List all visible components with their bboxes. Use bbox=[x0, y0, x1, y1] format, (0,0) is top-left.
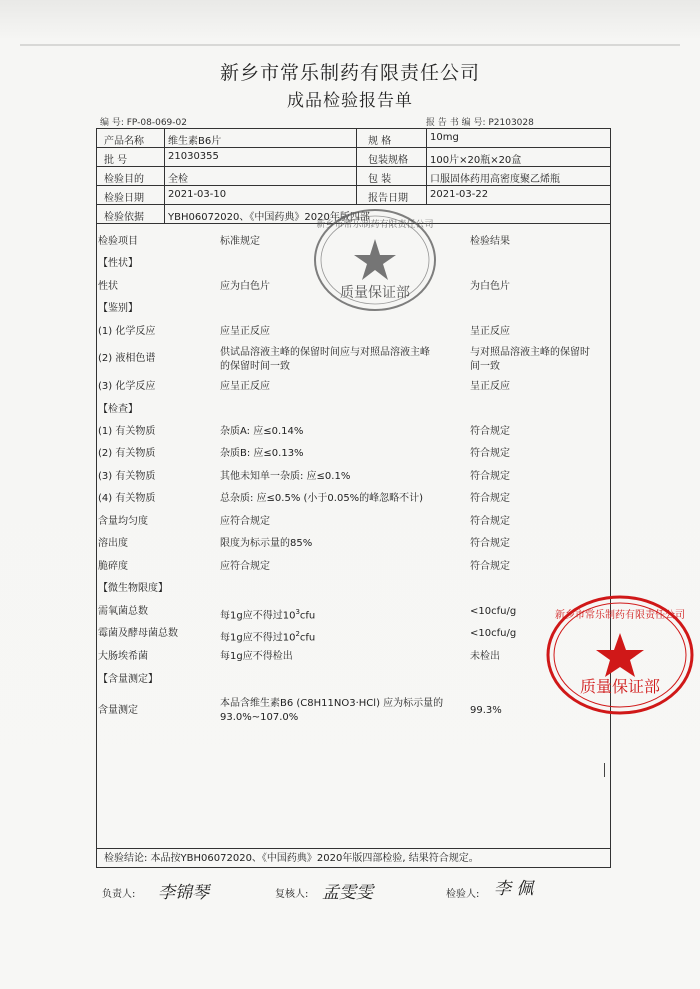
col-header-standard: 标准规定 bbox=[220, 236, 260, 247]
row-item: 溶出度 bbox=[98, 538, 128, 549]
value-purpose: 全检 bbox=[168, 174, 188, 185]
label-package: 包 装 bbox=[368, 174, 392, 185]
svg-text:质量保证部: 质量保证部 bbox=[340, 285, 410, 301]
frame-right bbox=[610, 223, 611, 868]
row-standard: 每1g应不得过$10^3cfu$ bbox=[220, 608, 316, 622]
quality-stamp-faint bbox=[310, 205, 440, 315]
inspector-signature: 李 佩 bbox=[494, 879, 534, 899]
row-item: 霉菌及酵母菌总数 bbox=[98, 628, 178, 639]
label-batch: 批 号 bbox=[104, 155, 128, 166]
label-report-date: 报告日期 bbox=[368, 193, 408, 204]
value-report-date: 2021-03-22 bbox=[430, 189, 489, 200]
section-appearance: 【性状】 bbox=[98, 258, 138, 269]
inspector-label: 检验人: bbox=[446, 889, 480, 900]
row-result: 符合规定 bbox=[470, 426, 510, 437]
row-item: (3) 化学反应 bbox=[98, 381, 156, 392]
row-standard: 应呈正反应 bbox=[220, 326, 270, 337]
row-item: 含量均匀度 bbox=[98, 516, 148, 527]
row-result: <10cfu/g bbox=[470, 628, 517, 639]
svg-text:新乡市常乐制药有限责任公司: 新乡市常乐制药有限责任公司 bbox=[316, 220, 434, 230]
row-standard: 应为白色片 bbox=[220, 281, 270, 292]
value-package: 口服固体药用高密度聚乙烯瓶 bbox=[430, 174, 560, 185]
row-standard-line1: 本品含维生素B6 (C8H11NO3·HCl) 应为标示量的 bbox=[220, 698, 444, 709]
scan-edge bbox=[20, 44, 680, 46]
value-product-name: 维生素B6片 bbox=[168, 136, 222, 147]
row-result-line1: 与对照品溶液主峰的保留时 bbox=[470, 347, 590, 358]
conclusion: 检验结论: 本品按YBH06072020、《中国药典》2020年版四部检验, 结果符合规定。 bbox=[104, 853, 479, 864]
label-basis: 检验依据 bbox=[104, 212, 144, 223]
row-item: 含量测定 bbox=[98, 705, 138, 716]
row-standard: 应符合规定 bbox=[220, 516, 270, 527]
section-identification: 【鉴别】 bbox=[98, 303, 138, 314]
section-assay: 【含量测定】 bbox=[98, 674, 158, 685]
report-title: 成品检验报告单 bbox=[287, 91, 413, 111]
row-result: 符合规定 bbox=[470, 561, 510, 572]
label-pack-spec: 包装规格 bbox=[368, 155, 408, 166]
responsible-label: 负责人: bbox=[102, 889, 136, 900]
row-item: (2) 有关物质 bbox=[98, 448, 156, 459]
reviewer-label: 复核人: bbox=[275, 889, 309, 900]
row-standard: 杂质A: 应≤0.14% bbox=[220, 426, 304, 437]
row-item: 性状 bbox=[98, 281, 118, 292]
frame-divider bbox=[96, 848, 610, 849]
row-result: 符合规定 bbox=[470, 516, 510, 527]
doc-number: 编 号: FP-08-069-02 bbox=[100, 118, 187, 128]
section-microbial: 【微生物限度】 bbox=[98, 583, 168, 594]
col-header-result: 检验结果 bbox=[470, 236, 510, 247]
row-item: 脆碎度 bbox=[98, 561, 128, 572]
row-standard: 杂质B: 应≤0.13% bbox=[220, 448, 304, 459]
col-header-item: 检验项目 bbox=[98, 236, 138, 247]
row-standard-line2: 93.0%~107.0% bbox=[220, 712, 299, 723]
row-result: <10cfu/g bbox=[470, 606, 517, 617]
row-standard: 总杂质: 应≤0.5% (小于0.05%的峰忽略不计) bbox=[220, 493, 424, 504]
row-result-line2: 间一致 bbox=[470, 361, 500, 372]
row-result: 符合规定 bbox=[470, 493, 510, 504]
row-item: (1) 有关物质 bbox=[98, 426, 156, 437]
value-batch: 21030355 bbox=[168, 151, 219, 162]
report-number: 报 告 书 编 号: P2103028 bbox=[426, 118, 534, 128]
row-item: 需氧菌总数 bbox=[98, 606, 148, 617]
svg-text:质量保证部: 质量保证部 bbox=[579, 677, 661, 696]
label-test-date: 检验日期 bbox=[104, 193, 144, 204]
section-inspection: 【检查】 bbox=[98, 404, 138, 415]
row-standard-line2: 的保留时间一致 bbox=[220, 361, 290, 372]
label-purpose: 检验目的 bbox=[104, 174, 144, 185]
row-item: 大肠埃希菌 bbox=[98, 651, 148, 662]
row-result: 符合规定 bbox=[470, 471, 510, 482]
value-basis: YBH06072020、《中国药典》2020年版四部 bbox=[168, 212, 370, 223]
row-result: 符合规定 bbox=[470, 448, 510, 459]
reviewer-signature: 孟雯雯 bbox=[322, 883, 373, 903]
row-standard: 其他未知单一杂质: 应≤0.1% bbox=[220, 471, 351, 482]
quality-stamp-red bbox=[540, 590, 700, 720]
row-item: (1) 化学反应 bbox=[98, 326, 156, 337]
frame-left bbox=[96, 223, 97, 868]
value-test-date: 2021-03-10 bbox=[168, 189, 227, 200]
frame-bottom bbox=[96, 867, 610, 868]
row-result: 未检出 bbox=[470, 651, 500, 662]
row-standard: 每1g应不得过$10^2cfu$ bbox=[220, 630, 316, 644]
company-name: 新乡市常乐制药有限责任公司 bbox=[219, 62, 480, 84]
row-result: 呈正反应 bbox=[470, 381, 510, 392]
value-spec: 10mg bbox=[430, 132, 459, 143]
row-standard: 限度为标示量的85% bbox=[220, 538, 313, 549]
value-pack-spec: 100片×20瓶×20盒 bbox=[430, 155, 522, 166]
label-spec: 规 格 bbox=[368, 136, 392, 147]
row-item: (4) 有关物质 bbox=[98, 493, 156, 504]
row-standard-line1: 供试品溶液主峰的保留时间应与对照品溶液主峰 bbox=[220, 347, 430, 358]
row-standard: 每1g应不得检出 bbox=[220, 651, 293, 662]
row-standard: 应呈正反应 bbox=[220, 381, 270, 392]
row-result: 符合规定 bbox=[470, 538, 510, 549]
responsible-signature: 李锦琴 bbox=[158, 883, 209, 903]
row-result: 呈正反应 bbox=[470, 326, 510, 337]
row-item: (3) 有关物质 bbox=[98, 471, 156, 482]
row-result: 为白色片 bbox=[470, 281, 510, 292]
row-result: 99.3% bbox=[470, 705, 502, 716]
row-item: (2) 液相色谱 bbox=[98, 353, 156, 364]
svg-text:新乡市常乐制药有限责任公司: 新乡市常乐制药有限责任公司 bbox=[555, 610, 685, 621]
row-standard: 应符合规定 bbox=[220, 561, 270, 572]
label-product-name: 产品名称 bbox=[104, 136, 144, 147]
pen-mark bbox=[604, 763, 605, 777]
